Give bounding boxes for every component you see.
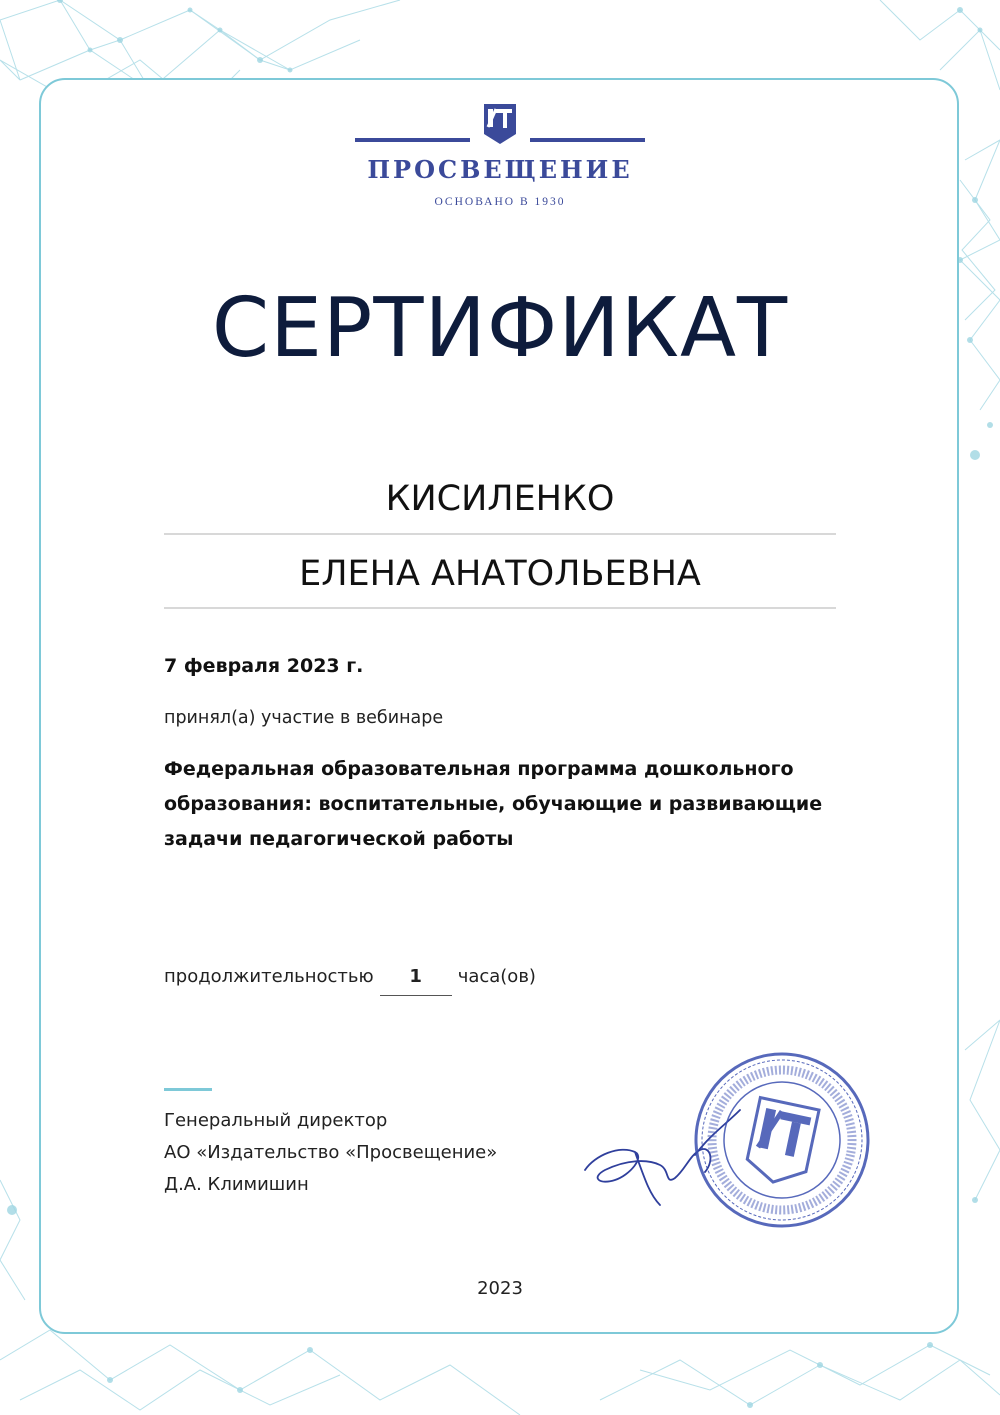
duration-hours: 1 bbox=[380, 966, 452, 996]
prosveshchenie-logo-icon bbox=[484, 104, 516, 144]
signatory-company: АО «Издательство «Просвещение» bbox=[164, 1142, 498, 1163]
signatory-position: Генеральный директор bbox=[164, 1110, 388, 1131]
founded-caption: ОСНОВАНО В 1930 bbox=[434, 196, 566, 208]
brand-name: ПРОСВЕЩЕНИЕ bbox=[367, 155, 633, 184]
recipient-surname: КИСИЛЕНКО bbox=[385, 479, 615, 519]
certificate-year: 2023 bbox=[477, 1278, 523, 1299]
name-divider-bottom bbox=[164, 607, 836, 609]
participation-text: принял(а) участие в вебинаре bbox=[164, 708, 444, 728]
webinar-title: Федеральная образовательная программа дошкольного образования: воспитательные, обучающие и развивающие задачи педагогической работы bbox=[164, 758, 823, 850]
duration-suffix: часа(ов) bbox=[457, 966, 536, 987]
name-divider-top bbox=[164, 533, 836, 535]
certificate-title: СЕРТИФИКАТ bbox=[211, 281, 789, 376]
signature-accent-rule bbox=[164, 1088, 212, 1091]
duration-row bbox=[164, 966, 536, 996]
recipient-given-names: ЕЛЕНА АНАТОЛЬЕВНА bbox=[299, 554, 701, 594]
event-date: 7 февраля 2023 г. bbox=[164, 655, 364, 677]
duration-prefix: продолжительностью bbox=[164, 966, 374, 987]
official-stamp bbox=[690, 1048, 875, 1233]
signatory-name: Д.А. Климишин bbox=[164, 1174, 309, 1195]
